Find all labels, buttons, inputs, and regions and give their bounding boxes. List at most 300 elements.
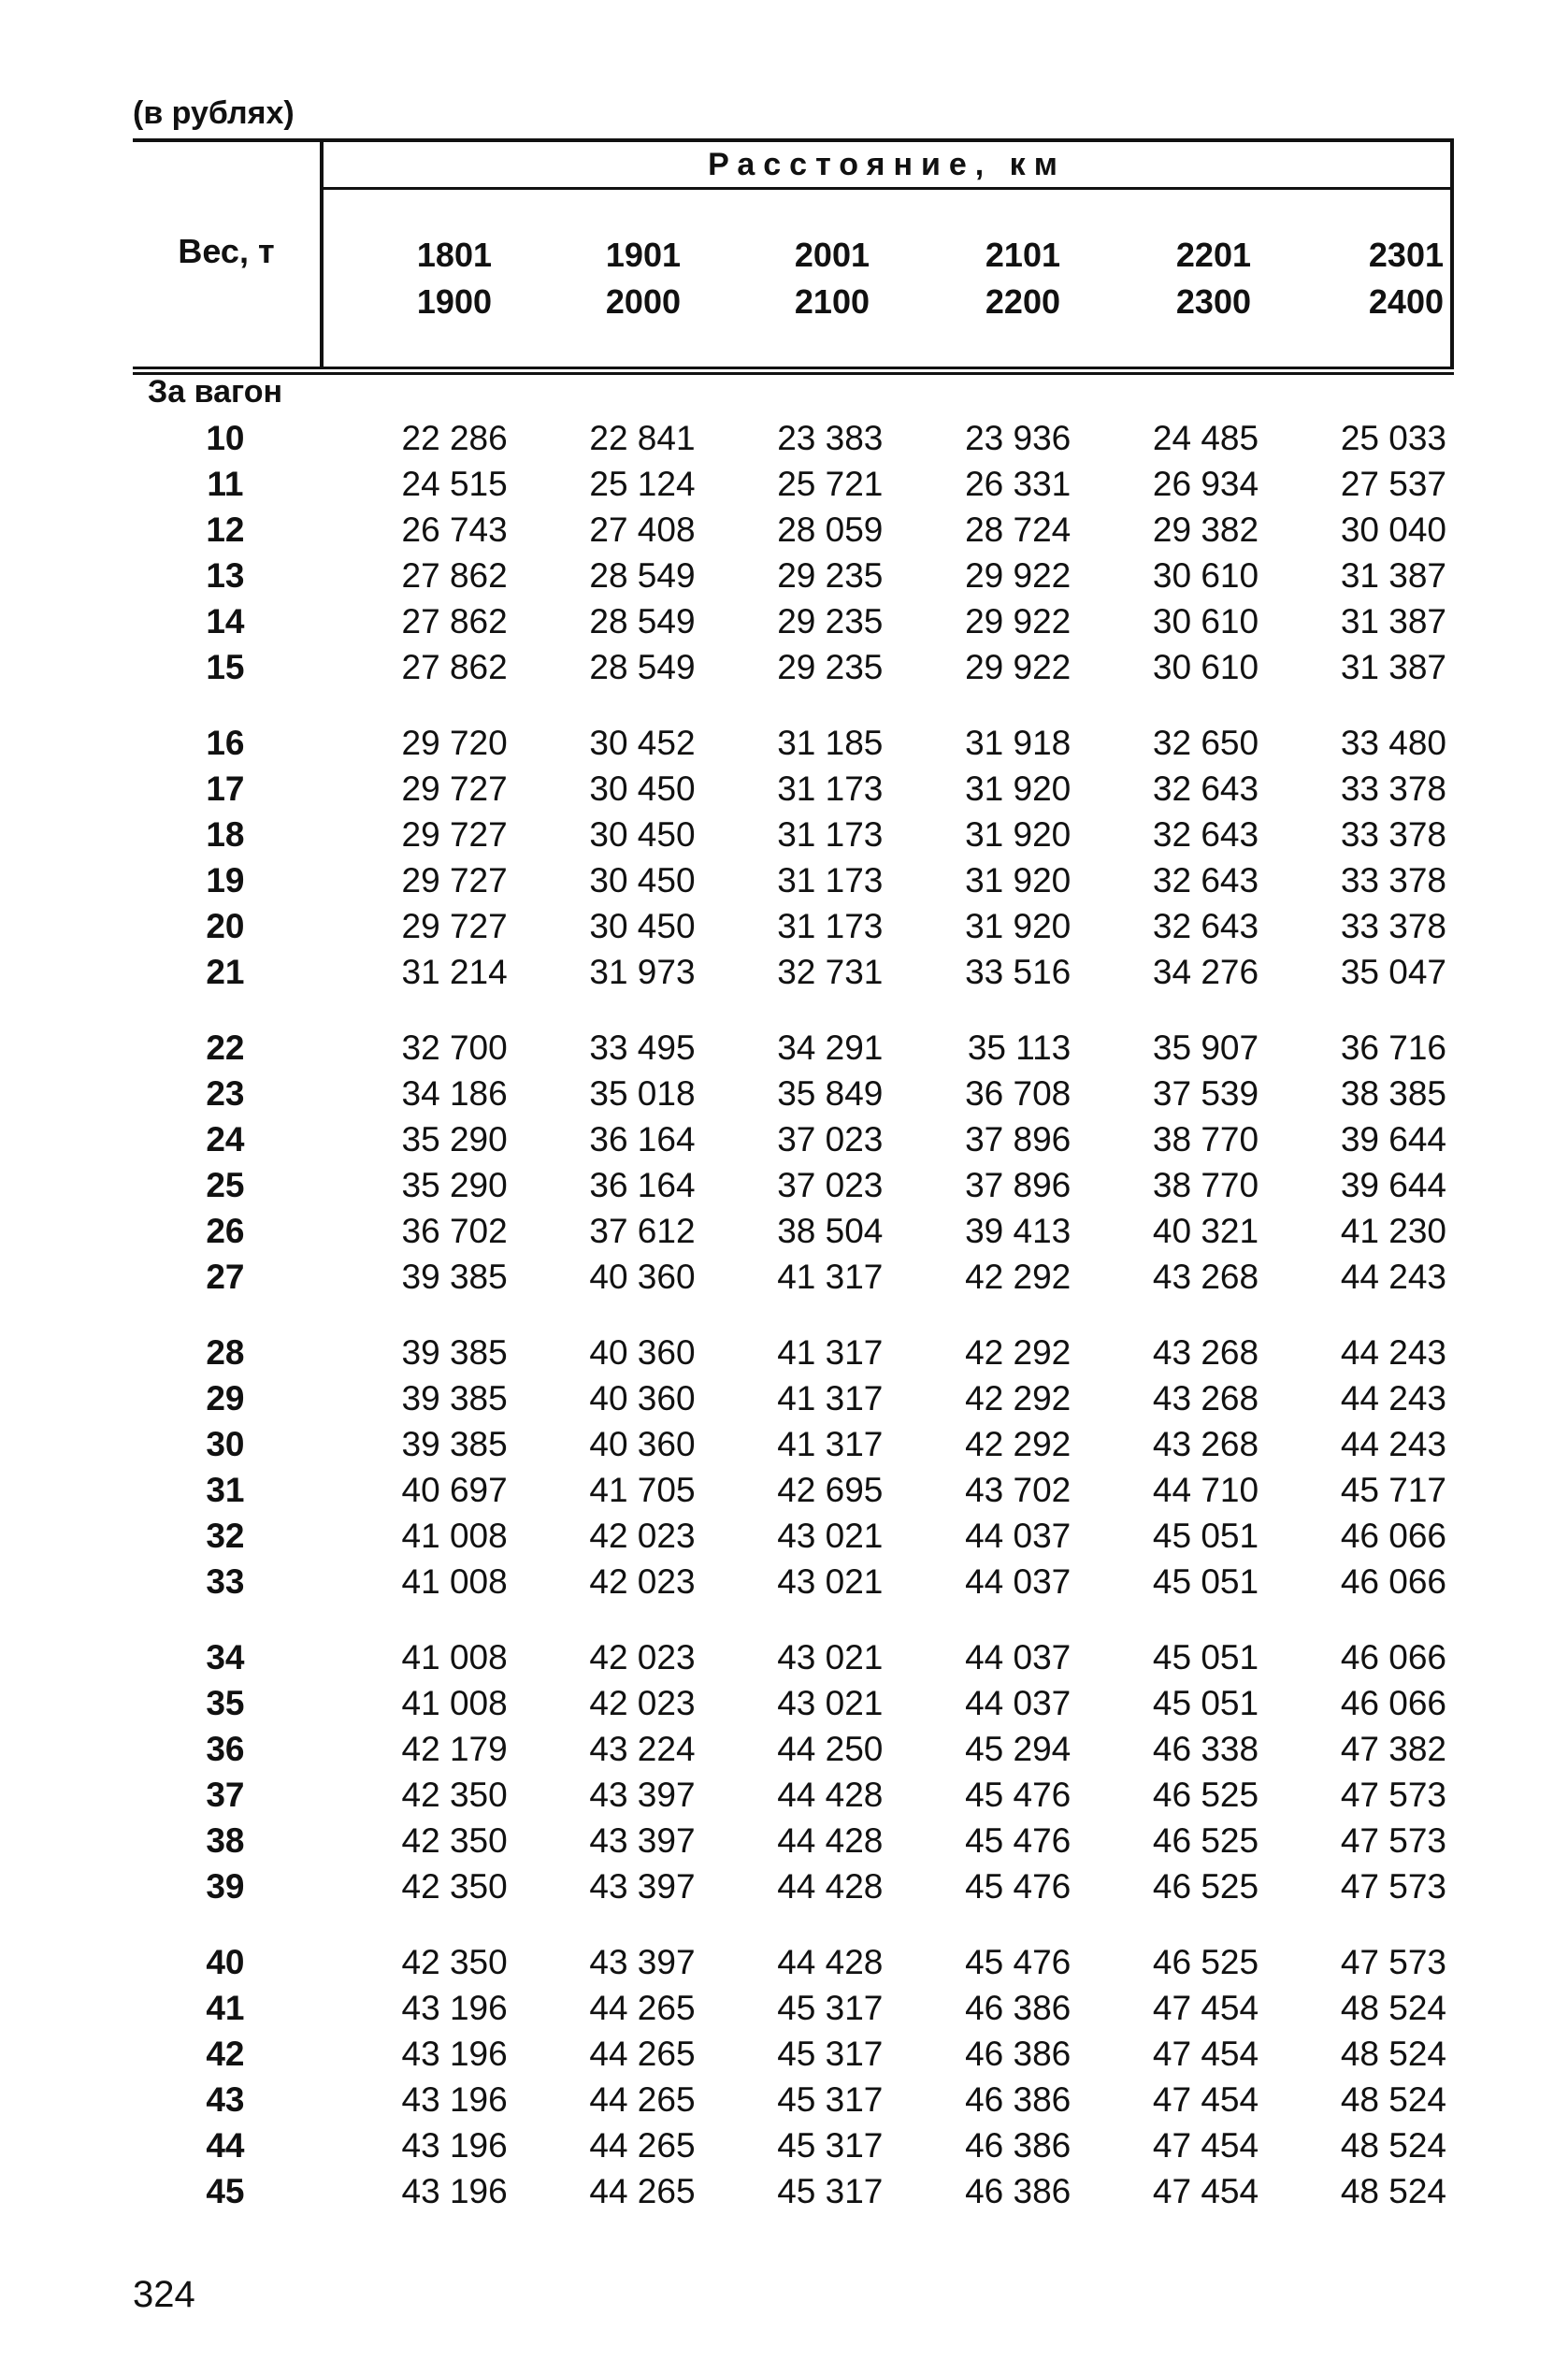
weight-cell: 15	[206, 648, 245, 686]
price-cell: 45 051	[1152, 1638, 1259, 1676]
price-cell: 38 770	[1152, 1166, 1259, 1204]
weight-cell: 11	[207, 465, 244, 503]
price-cell: 30 610	[1152, 648, 1259, 686]
table-row	[133, 415, 1454, 461]
price-cell: 48 524	[1340, 1989, 1446, 2027]
price-cell: 29 235	[777, 648, 884, 686]
price-cell: 43 021	[777, 1517, 884, 1555]
price-cell: 32 643	[1152, 815, 1259, 854]
price-cell: 31 920	[965, 907, 1072, 945]
price-cell: 46 066	[1340, 1562, 1446, 1601]
price-cell: 44 243	[1340, 1258, 1446, 1296]
price-cell: 44 265	[589, 2126, 696, 2165]
price-cell: 47 573	[1340, 1867, 1446, 1906]
weight-cell: 37	[206, 1776, 245, 1814]
price-cell: 47 573	[1340, 1776, 1446, 1814]
price-cell: 31 173	[777, 861, 884, 899]
price-cell: 47 573	[1340, 1943, 1446, 1981]
price-cell: 44 428	[777, 1943, 884, 1981]
price-cell: 44 037	[965, 1517, 1072, 1555]
price-cell: 43 268	[1152, 1333, 1259, 1372]
price-cell: 29 727	[401, 815, 508, 854]
price-cell: 43 224	[589, 1730, 696, 1768]
price-cell: 31 973	[589, 953, 696, 991]
price-cell: 30 450	[589, 815, 696, 854]
price-cell: 28 724	[965, 511, 1072, 549]
table-row	[133, 766, 1454, 812]
price-cell: 44 428	[777, 1867, 884, 1906]
price-cell: 41 008	[401, 1517, 508, 1555]
price-cell: 28 549	[589, 556, 696, 595]
table-row	[133, 1375, 1454, 1421]
weight-cell: 27	[206, 1258, 245, 1296]
price-cell: 47 454	[1152, 2080, 1259, 2119]
price-cell: 44 037	[965, 1684, 1072, 1722]
price-cell: 34 186	[401, 1074, 508, 1113]
price-cell: 41 317	[777, 1379, 884, 1417]
price-cell: 41 008	[401, 1562, 508, 1601]
price-cell: 43 268	[1152, 1258, 1259, 1296]
price-cell: 25 721	[777, 465, 884, 503]
table-row	[133, 1726, 1454, 1772]
table-row	[133, 1513, 1454, 1559]
price-cell: 46 386	[965, 1989, 1072, 2027]
weight-cell: 41	[206, 1989, 245, 2027]
price-cell: 33 378	[1340, 861, 1446, 899]
price-cell: 36 716	[1340, 1029, 1446, 1067]
price-cell: 46 525	[1152, 1943, 1259, 1981]
weight-cell: 39	[206, 1867, 245, 1906]
weight-cell: 36	[206, 1730, 245, 1768]
price-cell: 42 350	[401, 1867, 508, 1906]
price-cell: 42 023	[589, 1562, 696, 1601]
table-row	[133, 1559, 1454, 1604]
price-cell: 46 386	[965, 2035, 1072, 2073]
weight-cell: 12	[206, 511, 245, 549]
price-cell: 39 644	[1340, 1166, 1446, 1204]
price-cell: 23 936	[965, 419, 1072, 457]
range-to: 1900	[416, 282, 492, 321]
range-from: 2001	[794, 236, 870, 274]
table-row	[133, 690, 1454, 766]
price-cell: 32 643	[1152, 907, 1259, 945]
price-cell: 31 173	[777, 770, 884, 808]
table-row	[133, 1071, 1454, 1116]
price-cell: 37 023	[777, 1166, 884, 1204]
price-cell: 43 196	[401, 1989, 508, 2027]
range-header-1	[324, 232, 492, 325]
price-cell: 47 454	[1152, 2035, 1259, 2073]
price-cell: 31 173	[777, 907, 884, 945]
price-cell: 25 033	[1340, 419, 1446, 457]
range-to: 2100	[794, 282, 870, 321]
price-cell: 29 727	[401, 770, 508, 808]
price-cell: 32 650	[1152, 724, 1259, 762]
table-row	[133, 857, 1454, 903]
range-to: 2200	[985, 282, 1060, 321]
table-row	[133, 1254, 1454, 1300]
price-cell: 29 235	[777, 556, 884, 595]
weight-cell: 22	[206, 1029, 245, 1067]
price-cell: 29 922	[965, 556, 1072, 595]
price-cell: 43 702	[965, 1471, 1072, 1509]
table-row	[133, 1863, 1454, 1909]
weight-cell: 17	[206, 770, 245, 808]
price-cell: 43 268	[1152, 1379, 1259, 1417]
weight-cell: 21	[206, 953, 245, 991]
price-cell: 44 265	[589, 2035, 696, 2073]
table-row	[133, 1604, 1454, 1680]
header-top-rule	[133, 138, 320, 142]
weight-cell: 10	[206, 419, 245, 457]
table-row	[133, 1467, 1454, 1513]
weight-column-header: Вес, т	[178, 232, 275, 270]
table-row	[133, 2077, 1454, 2122]
price-cell: 31 920	[965, 770, 1072, 808]
price-cell: 35 849	[777, 1074, 884, 1113]
weight-cell: 19	[206, 861, 245, 899]
price-cell: 42 350	[401, 1821, 508, 1860]
price-cell: 36 702	[401, 1212, 508, 1250]
price-cell: 44 037	[965, 1562, 1072, 1601]
table-row	[133, 1772, 1454, 1818]
price-cell: 46 066	[1340, 1684, 1446, 1722]
price-cell: 40 360	[589, 1333, 696, 1372]
price-cell: 32 731	[777, 953, 884, 991]
price-cell: 26 331	[965, 465, 1072, 503]
price-cell: 33 378	[1340, 770, 1446, 808]
range-to: 2000	[605, 282, 681, 321]
price-cell: 44 243	[1340, 1333, 1446, 1372]
price-cell: 35 290	[401, 1120, 508, 1158]
weight-cell: 38	[206, 1821, 245, 1860]
price-cell: 44 428	[777, 1821, 884, 1860]
price-cell: 41 230	[1340, 1212, 1446, 1250]
table-row	[133, 1985, 1454, 2031]
price-cell: 31 214	[401, 953, 508, 991]
price-cell: 44 243	[1340, 1425, 1446, 1463]
price-cell: 34 291	[777, 1029, 884, 1067]
price-cell: 37 023	[777, 1120, 884, 1158]
price-cell: 47 454	[1152, 2126, 1259, 2165]
price-cell: 43 268	[1152, 1425, 1259, 1463]
price-cell: 45 051	[1152, 1684, 1259, 1722]
price-cell: 41 317	[777, 1333, 884, 1372]
price-cell: 33 378	[1340, 815, 1446, 854]
price-cell: 47 454	[1152, 1989, 1259, 2027]
weight-cell: 45	[206, 2172, 245, 2210]
price-cell: 40 697	[401, 1471, 508, 1509]
price-cell: 46 338	[1152, 1730, 1259, 1768]
price-cell: 45 317	[777, 2126, 884, 2165]
price-cell: 41 008	[401, 1638, 508, 1676]
price-cell: 47 454	[1152, 2172, 1259, 2210]
range-header-3	[701, 232, 870, 325]
price-cell: 39 385	[401, 1425, 508, 1463]
price-cell: 45 317	[777, 2035, 884, 2073]
table-row	[133, 2031, 1454, 2077]
weight-cell: 35	[206, 1684, 245, 1722]
range-from: 2201	[1175, 236, 1251, 274]
price-cell: 42 023	[589, 1517, 696, 1555]
range-header-6	[1275, 232, 1444, 325]
range-from: 2101	[985, 236, 1060, 274]
price-cell: 28 059	[777, 511, 884, 549]
price-cell: 27 862	[401, 556, 508, 595]
price-cell: 37 896	[965, 1120, 1072, 1158]
price-cell: 44 265	[589, 1989, 696, 2027]
price-cell: 37 612	[589, 1212, 696, 1250]
price-cell: 35 047	[1340, 953, 1446, 991]
table-row	[133, 598, 1454, 644]
price-cell: 30 450	[589, 770, 696, 808]
weight-cell: 29	[206, 1379, 245, 1417]
table-row	[133, 461, 1454, 507]
price-cell: 43 397	[589, 1776, 696, 1814]
price-cell: 42 292	[965, 1258, 1072, 1296]
price-cell: 24 515	[401, 465, 508, 503]
price-cell: 42 292	[965, 1379, 1072, 1417]
price-cell: 30 040	[1340, 511, 1446, 549]
price-cell: 43 021	[777, 1638, 884, 1676]
price-cell: 30 452	[589, 724, 696, 762]
table-row	[133, 507, 1454, 553]
weight-cell: 14	[206, 602, 245, 640]
range-to: 2300	[1175, 282, 1251, 321]
range-header-4	[892, 232, 1060, 325]
price-cell: 46 525	[1152, 1776, 1259, 1814]
price-cell: 31 387	[1340, 648, 1446, 686]
weight-cell: 40	[206, 1943, 245, 1981]
weight-cell: 24	[206, 1120, 245, 1158]
weight-cell: 42	[206, 2035, 245, 2073]
price-cell: 35 907	[1152, 1029, 1259, 1067]
price-cell: 31 920	[965, 861, 1072, 899]
table-row	[133, 995, 1454, 1071]
price-cell: 42 350	[401, 1943, 508, 1981]
price-cell: 44 250	[777, 1730, 884, 1768]
price-cell: 26 743	[401, 511, 508, 549]
range-header-5	[1083, 232, 1251, 325]
price-cell: 45 051	[1152, 1562, 1259, 1601]
price-cell: 40 360	[589, 1258, 696, 1296]
price-cell: 30 450	[589, 861, 696, 899]
price-cell: 30 450	[589, 907, 696, 945]
price-cell: 32 643	[1152, 770, 1259, 808]
price-cell: 45 476	[965, 1776, 1072, 1814]
price-cell: 45 717	[1340, 1471, 1446, 1509]
table-row	[133, 644, 1454, 690]
price-cell: 43 196	[401, 2126, 508, 2165]
weight-cell: 31	[206, 1471, 245, 1509]
unit-label: (в рублях)	[133, 95, 295, 131]
price-cell: 46 386	[965, 2172, 1072, 2210]
range-from: 2301	[1368, 236, 1444, 274]
range-to: 2400	[1368, 282, 1444, 321]
price-cell: 44 265	[589, 2172, 696, 2210]
price-cell: 46 525	[1152, 1821, 1259, 1860]
price-cell: 43 196	[401, 2035, 508, 2073]
range-header-2	[512, 232, 681, 325]
price-cell: 39 385	[401, 1379, 508, 1417]
table-row	[133, 1421, 1454, 1467]
price-cell: 42 292	[965, 1333, 1072, 1372]
price-cell: 43 397	[589, 1943, 696, 1981]
price-cell: 46 066	[1340, 1638, 1446, 1676]
range-from: 1901	[605, 236, 681, 274]
price-cell: 29 922	[965, 648, 1072, 686]
price-cell: 41 317	[777, 1425, 884, 1463]
table-row	[133, 812, 1454, 857]
weight-cell: 28	[206, 1333, 245, 1372]
price-cell: 45 476	[965, 1867, 1072, 1906]
header-right-border	[1450, 138, 1454, 367]
price-cell: 29 727	[401, 861, 508, 899]
weight-cell: 44	[206, 2126, 245, 2165]
price-cell: 40 321	[1152, 1212, 1259, 1250]
price-cell: 25 124	[589, 465, 696, 503]
price-cell: 29 382	[1152, 511, 1259, 549]
price-cell: 32 700	[401, 1029, 508, 1067]
table-row	[133, 553, 1454, 598]
weight-cell: 32	[206, 1517, 245, 1555]
table-row	[133, 1116, 1454, 1162]
price-cell: 39 413	[965, 1212, 1072, 1250]
price-cell: 30 610	[1152, 556, 1259, 595]
price-cell: 22 841	[589, 419, 696, 457]
price-cell: 41 317	[777, 1258, 884, 1296]
price-cell: 27 408	[589, 511, 696, 549]
price-cell: 43 397	[589, 1867, 696, 1906]
price-cell: 45 317	[777, 2080, 884, 2119]
weight-cell: 34	[206, 1638, 245, 1676]
price-cell: 36 708	[965, 1074, 1072, 1113]
price-cell: 48 524	[1340, 2126, 1446, 2165]
price-cell: 43 196	[401, 2172, 508, 2210]
tariff-table-body	[133, 415, 1454, 2214]
price-cell: 32 643	[1152, 861, 1259, 899]
price-cell: 44 265	[589, 2080, 696, 2119]
weight-cell: 18	[206, 815, 245, 854]
price-cell: 42 023	[589, 1684, 696, 1722]
page-number: 324	[133, 2274, 195, 2315]
price-cell: 28 549	[589, 602, 696, 640]
price-cell: 24 485	[1152, 419, 1259, 457]
price-cell: 31 173	[777, 815, 884, 854]
price-cell: 45 317	[777, 1989, 884, 2027]
table-row	[133, 1300, 1454, 1375]
price-cell: 42 350	[401, 1776, 508, 1814]
weight-cell: 23	[206, 1074, 245, 1113]
price-cell: 41 008	[401, 1684, 508, 1722]
price-cell: 42 292	[965, 1425, 1072, 1463]
price-cell: 37 896	[965, 1166, 1072, 1204]
price-cell: 42 695	[777, 1471, 884, 1509]
price-cell: 22 286	[401, 419, 508, 457]
price-cell: 33 495	[589, 1029, 696, 1067]
distance-title-separator	[320, 187, 1454, 190]
range-from: 1801	[416, 236, 492, 274]
price-cell: 48 524	[1340, 2172, 1446, 2210]
price-cell: 41 705	[589, 1471, 696, 1509]
weight-cell: 13	[206, 556, 245, 595]
price-cell: 37 539	[1152, 1074, 1259, 1113]
price-cell: 23 383	[777, 419, 884, 457]
price-cell: 40 360	[589, 1379, 696, 1417]
table-row	[133, 2122, 1454, 2168]
price-cell: 38 385	[1340, 1074, 1446, 1113]
price-cell: 28 549	[589, 648, 696, 686]
price-cell: 33 480	[1340, 724, 1446, 762]
weight-cell: 20	[206, 907, 245, 945]
table-row	[133, 1818, 1454, 1863]
price-cell: 42 023	[589, 1638, 696, 1676]
price-cell: 45 317	[777, 2172, 884, 2210]
table-row	[133, 1909, 1454, 1985]
table-row	[133, 949, 1454, 995]
price-cell: 36 164	[589, 1120, 696, 1158]
price-cell: 30 610	[1152, 602, 1259, 640]
price-cell: 43 021	[777, 1562, 884, 1601]
price-cell: 44 428	[777, 1776, 884, 1814]
price-cell: 36 164	[589, 1166, 696, 1204]
price-cell: 48 524	[1340, 2080, 1446, 2119]
price-cell: 34 276	[1152, 953, 1259, 991]
table-row	[133, 1162, 1454, 1208]
price-cell: 48 524	[1340, 2035, 1446, 2073]
price-cell: 39 644	[1340, 1120, 1446, 1158]
table-row	[133, 2168, 1454, 2214]
header-bottom-double-rule	[133, 367, 1454, 375]
price-cell: 47 382	[1340, 1730, 1446, 1768]
price-cell: 31 387	[1340, 556, 1446, 595]
price-cell: 33 378	[1340, 907, 1446, 945]
price-cell: 47 573	[1340, 1821, 1446, 1860]
price-cell: 43 196	[401, 2080, 508, 2119]
tariff-table	[133, 415, 1454, 2214]
price-cell: 46 525	[1152, 1867, 1259, 1906]
price-cell: 44 037	[965, 1638, 1072, 1676]
table-row	[133, 1680, 1454, 1726]
price-cell: 27 537	[1340, 465, 1446, 503]
price-cell: 46 386	[965, 2126, 1072, 2165]
price-cell: 31 387	[1340, 602, 1446, 640]
price-cell: 45 476	[965, 1943, 1072, 1981]
price-cell: 44 243	[1340, 1379, 1446, 1417]
price-cell: 27 862	[401, 648, 508, 686]
price-cell: 40 360	[589, 1425, 696, 1463]
weight-cell: 16	[206, 724, 245, 762]
price-cell: 26 934	[1152, 465, 1259, 503]
price-cell: 45 476	[965, 1821, 1072, 1860]
price-cell: 42 179	[401, 1730, 508, 1768]
section-label: За вагон	[148, 374, 283, 410]
distance-title: Расстояние, км	[708, 147, 1066, 182]
price-cell: 39 385	[401, 1333, 508, 1372]
weight-cell: 33	[206, 1562, 245, 1601]
price-cell: 35 018	[589, 1074, 696, 1113]
price-cell: 45 294	[965, 1730, 1072, 1768]
price-cell: 43 397	[589, 1821, 696, 1860]
price-cell: 35 290	[401, 1166, 508, 1204]
table-row	[133, 903, 1454, 949]
price-cell: 29 922	[965, 602, 1072, 640]
table-row	[133, 1208, 1454, 1254]
price-cell: 35 113	[967, 1029, 1072, 1067]
weight-cell: 25	[206, 1166, 245, 1204]
price-cell: 46 386	[965, 2080, 1072, 2119]
price-cell: 31 185	[777, 724, 884, 762]
